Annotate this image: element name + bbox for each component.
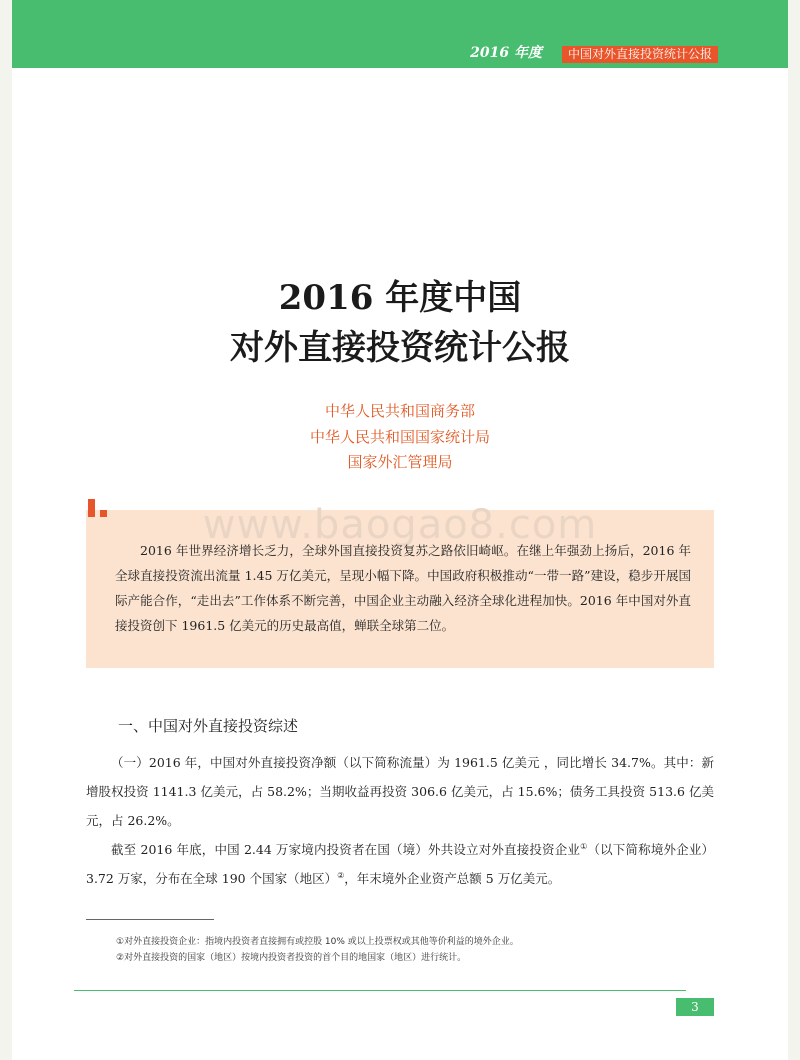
header-band	[12, 0, 788, 68]
para2-part-b: （以下简称境外企业）3.72 万家，分布在全球 190 个国家（地区）	[86, 842, 715, 886]
para2-part-c: ，年末境外企业资产总额 5 万亿美元。	[344, 871, 561, 886]
org-ministry-of-commerce: 中华人民共和国商务部	[324, 402, 475, 420]
footnote-2: ②对外直接投资的国家（地区）按境内投资者投资的首个目的地国家（地区）进行统计。	[116, 953, 467, 963]
footnote-ref-1: ①	[580, 841, 588, 851]
watermark-text: www.baogao8.com	[202, 502, 598, 548]
footnote-1: ①对外直接投资企业：指境内投资者直接拥有或控股 10% 或以上投票权或其他等价利益的境外企业。	[116, 937, 519, 947]
org-state-admin-foreign-exchange: 国家外汇管理局	[347, 453, 453, 471]
document-page	[12, 0, 788, 1060]
footnote-divider	[86, 919, 214, 920]
footer-rule	[74, 990, 686, 991]
page-number: 3	[676, 998, 714, 1016]
report-title-line2: 对外直接投资统计公报	[230, 328, 570, 368]
body-paragraph-2	[86, 835, 714, 893]
summary-paragraph: 2016 年世界经济增长乏力，全球外国直接投资复苏之路依旧崎岖。在继上年强劲上扬后，2016 年全球直接投资流出流量 1.45 万亿美元，呈现小幅下降。中国政府积极推动“一带一路”建设，稳步开展国际产能合作，“走出去”工作体系不断完善，中国企业主动融入经济全球化进程加快。2016 年中国对外直接投资创下 1961.5 亿美元的历史最高值，蝉联全球第二位。	[115, 543, 691, 633]
footnote-ref-2: ②	[337, 870, 345, 880]
summary-box	[86, 502, 714, 668]
header-report-tag: 中国对外直接投资统计公报	[562, 46, 718, 63]
summary-marker-dot	[100, 510, 107, 517]
section-heading: 一、中国对外直接投资综述	[118, 717, 299, 735]
header-year: 2016 年度	[470, 45, 542, 61]
body-paragraph-1: （一）2016 年，中国对外直接投资净额（以下简称流量）为 1961.5 亿美元 ，同比增长 34.7%。其中：新增股权投资 1141.3 亿美元，占 58.2%；当期收益再投资 306.6 亿美元，占 15.6%；债务工具投资 513.6 亿美元，占 26.2%。	[86, 755, 714, 828]
para2-part-a: 截至 2016 年底，中国 2.44 万家境内投资者在国（境）外共设立对外直接投资企业	[111, 842, 581, 857]
report-title-line1: 2016 年度中国	[278, 278, 522, 318]
summary-marker-bar	[88, 499, 95, 517]
org-national-bureau-of-statistics: 中华人民共和国国家统计局	[309, 428, 490, 446]
